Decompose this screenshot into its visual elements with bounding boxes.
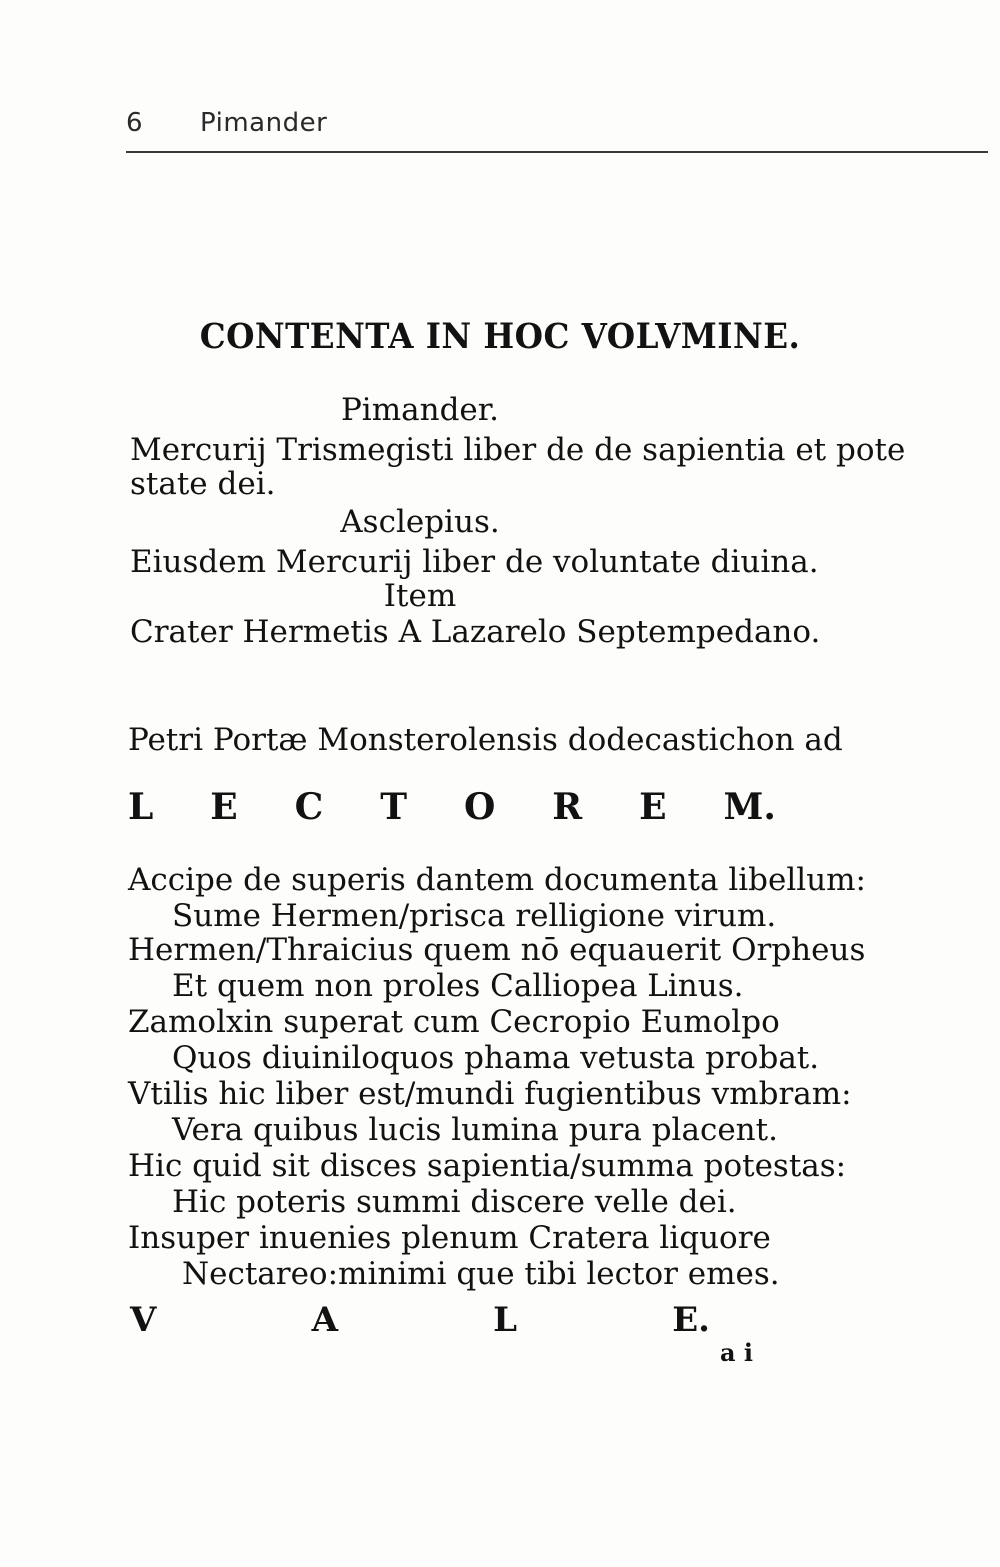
poem-line: Quos diuiniloquos phama vetusta probat. [172, 1040, 820, 1076]
poem-line: Hic poteris summi discere velle dei. [172, 1184, 737, 1220]
spaced-letter: R [552, 786, 583, 828]
spaced-letter: O [463, 786, 496, 828]
spaced-letter: M. [723, 786, 776, 828]
poem-line: Et quem non proles Calliopea Linus. [172, 968, 744, 1004]
poem-line: Hermen/Thraicius quem nō equauerit Orpheus [128, 932, 866, 968]
addressee-spaced [128, 786, 776, 828]
spaced-letter: T [380, 786, 408, 828]
poem-line: Vera quibus lucis lumina pura placent. [172, 1112, 778, 1148]
spaced-letter: L [128, 786, 154, 828]
poem-line: Nectareo:minimi que tibi lector emes. [182, 1256, 780, 1292]
contents-entry: Mercurij Trismegisti liber de de sapientia et pote [130, 432, 906, 468]
dedication-heading: Petri Portæ Monsterolensis dodecastichon ad [128, 722, 843, 758]
header-rule [126, 151, 988, 153]
spaced-letter: V [130, 1300, 157, 1340]
poem-line: Accipe de superis dantem documenta libellum: [128, 862, 867, 898]
poem-line: Vtilis hic liber est/mundi fugientibus vmbram: [128, 1076, 852, 1112]
contents-entry: Item [383, 578, 457, 614]
closing-vale [130, 1300, 710, 1340]
contents-entry: Crater Hermetis A Lazarelo Septempedano. [130, 614, 821, 650]
spaced-letter: E [210, 786, 238, 828]
signature-mark: a i [720, 1338, 754, 1367]
spaced-letter: C [294, 786, 324, 828]
contents-entry: state dei. [130, 466, 276, 502]
contents-entry: Asclepius. [340, 504, 500, 540]
poem-line: Zamolxin superat cum Cecropio Eumolpo [128, 1004, 780, 1040]
page-number: 6 [126, 108, 144, 138]
spaced-letter: L [493, 1300, 518, 1340]
running-header [126, 108, 327, 138]
spaced-letter: A [311, 1300, 338, 1340]
contents-entry: Eiusdem Mercurij liber de voluntate diuina. [130, 544, 819, 580]
contents-title: CONTENTA IN HOC VOLVMINE. [199, 316, 801, 357]
spaced-letter: E. [672, 1300, 710, 1340]
contents-entry: Pimander. [340, 392, 500, 428]
poem-line: Insuper inuenies plenum Cratera liquore [128, 1220, 771, 1256]
running-title: Pimander [200, 108, 328, 138]
poem-line: Sume Hermen/prisca relligione virum. [172, 898, 777, 934]
spaced-letter: E [639, 786, 667, 828]
poem-line: Hic quid sit disces sapientia/summa potestas: [128, 1148, 847, 1184]
